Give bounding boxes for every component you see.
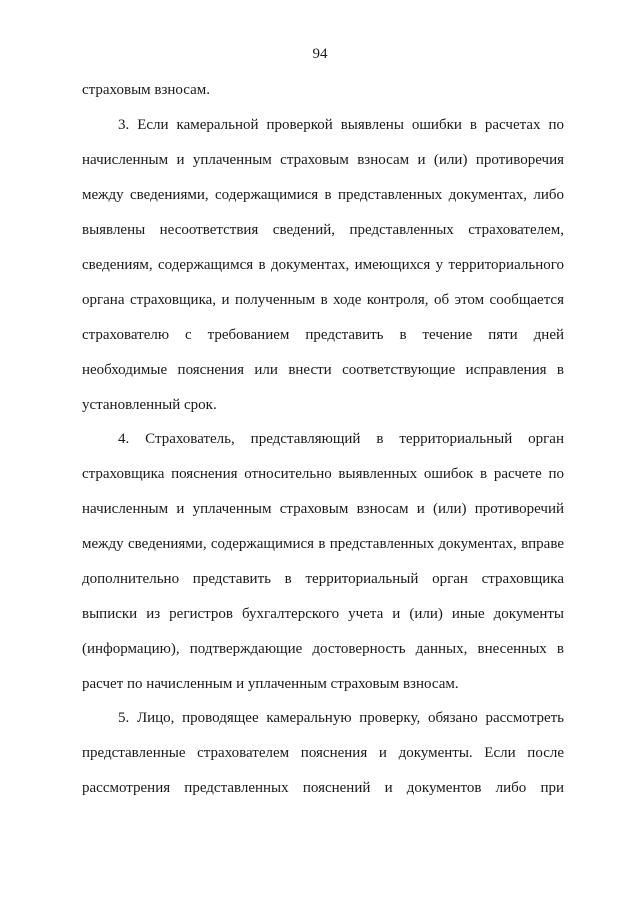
- text-line: (информацию), подтверждающие достоверность данных, внесенных в: [82, 641, 564, 657]
- page-number: 94: [312, 46, 328, 62]
- text-line: рассмотрения представленных пояснений и документов либо при: [82, 780, 564, 796]
- paragraph-5-start: 5. Лицо, проводящее камеральную проверку, обязано рассмотреть: [118, 710, 564, 726]
- text-line: между сведениями, содержащимися в представленных документах, либо: [82, 187, 564, 203]
- text-line: страховым взносам.: [82, 82, 211, 98]
- text-line: страхователю с требованием представить в течение пяти дней: [82, 327, 564, 343]
- text-line: органа страховщика, и полученным в ходе контроля, об этом сообщается: [82, 292, 564, 308]
- text-line: представленные страхователем пояснения и документы. Если после: [82, 745, 564, 761]
- text-line: выявлены несоответствия сведений, представленных страхователем,: [82, 222, 564, 238]
- text-line: сведениям, содержащимся в документах, имеющихся у территориального: [82, 257, 564, 273]
- text-line: страховщика пояснения относительно выявленных ошибок в расчете по: [82, 466, 564, 482]
- text-line: между сведениями, содержащимися в представленных документах, вправе: [82, 536, 564, 552]
- text-line: дополнительно представить в территориальный орган страховщика: [82, 571, 564, 587]
- text-line: необходимые пояснения или внести соответствующие исправления в: [82, 362, 564, 378]
- paragraph-4-start: 4. Страхователь, представляющий в территориальный орган: [118, 431, 564, 447]
- text-line: установленный срок.: [82, 397, 217, 413]
- text-line: начисленным и уплаченным страховым взносам и (или) противоречий: [82, 501, 564, 517]
- text-line: расчет по начисленным и уплаченным страховым взносам.: [82, 676, 459, 692]
- text-line: выписки из регистров бухгалтерского учета и (или) иные документы: [82, 606, 564, 622]
- text-line: начисленным и уплаченным страховым взносам и (или) противоречия: [82, 152, 564, 168]
- paragraph-3-start: 3. Если камеральной проверкой выявлены ошибки в расчетах по: [118, 117, 564, 133]
